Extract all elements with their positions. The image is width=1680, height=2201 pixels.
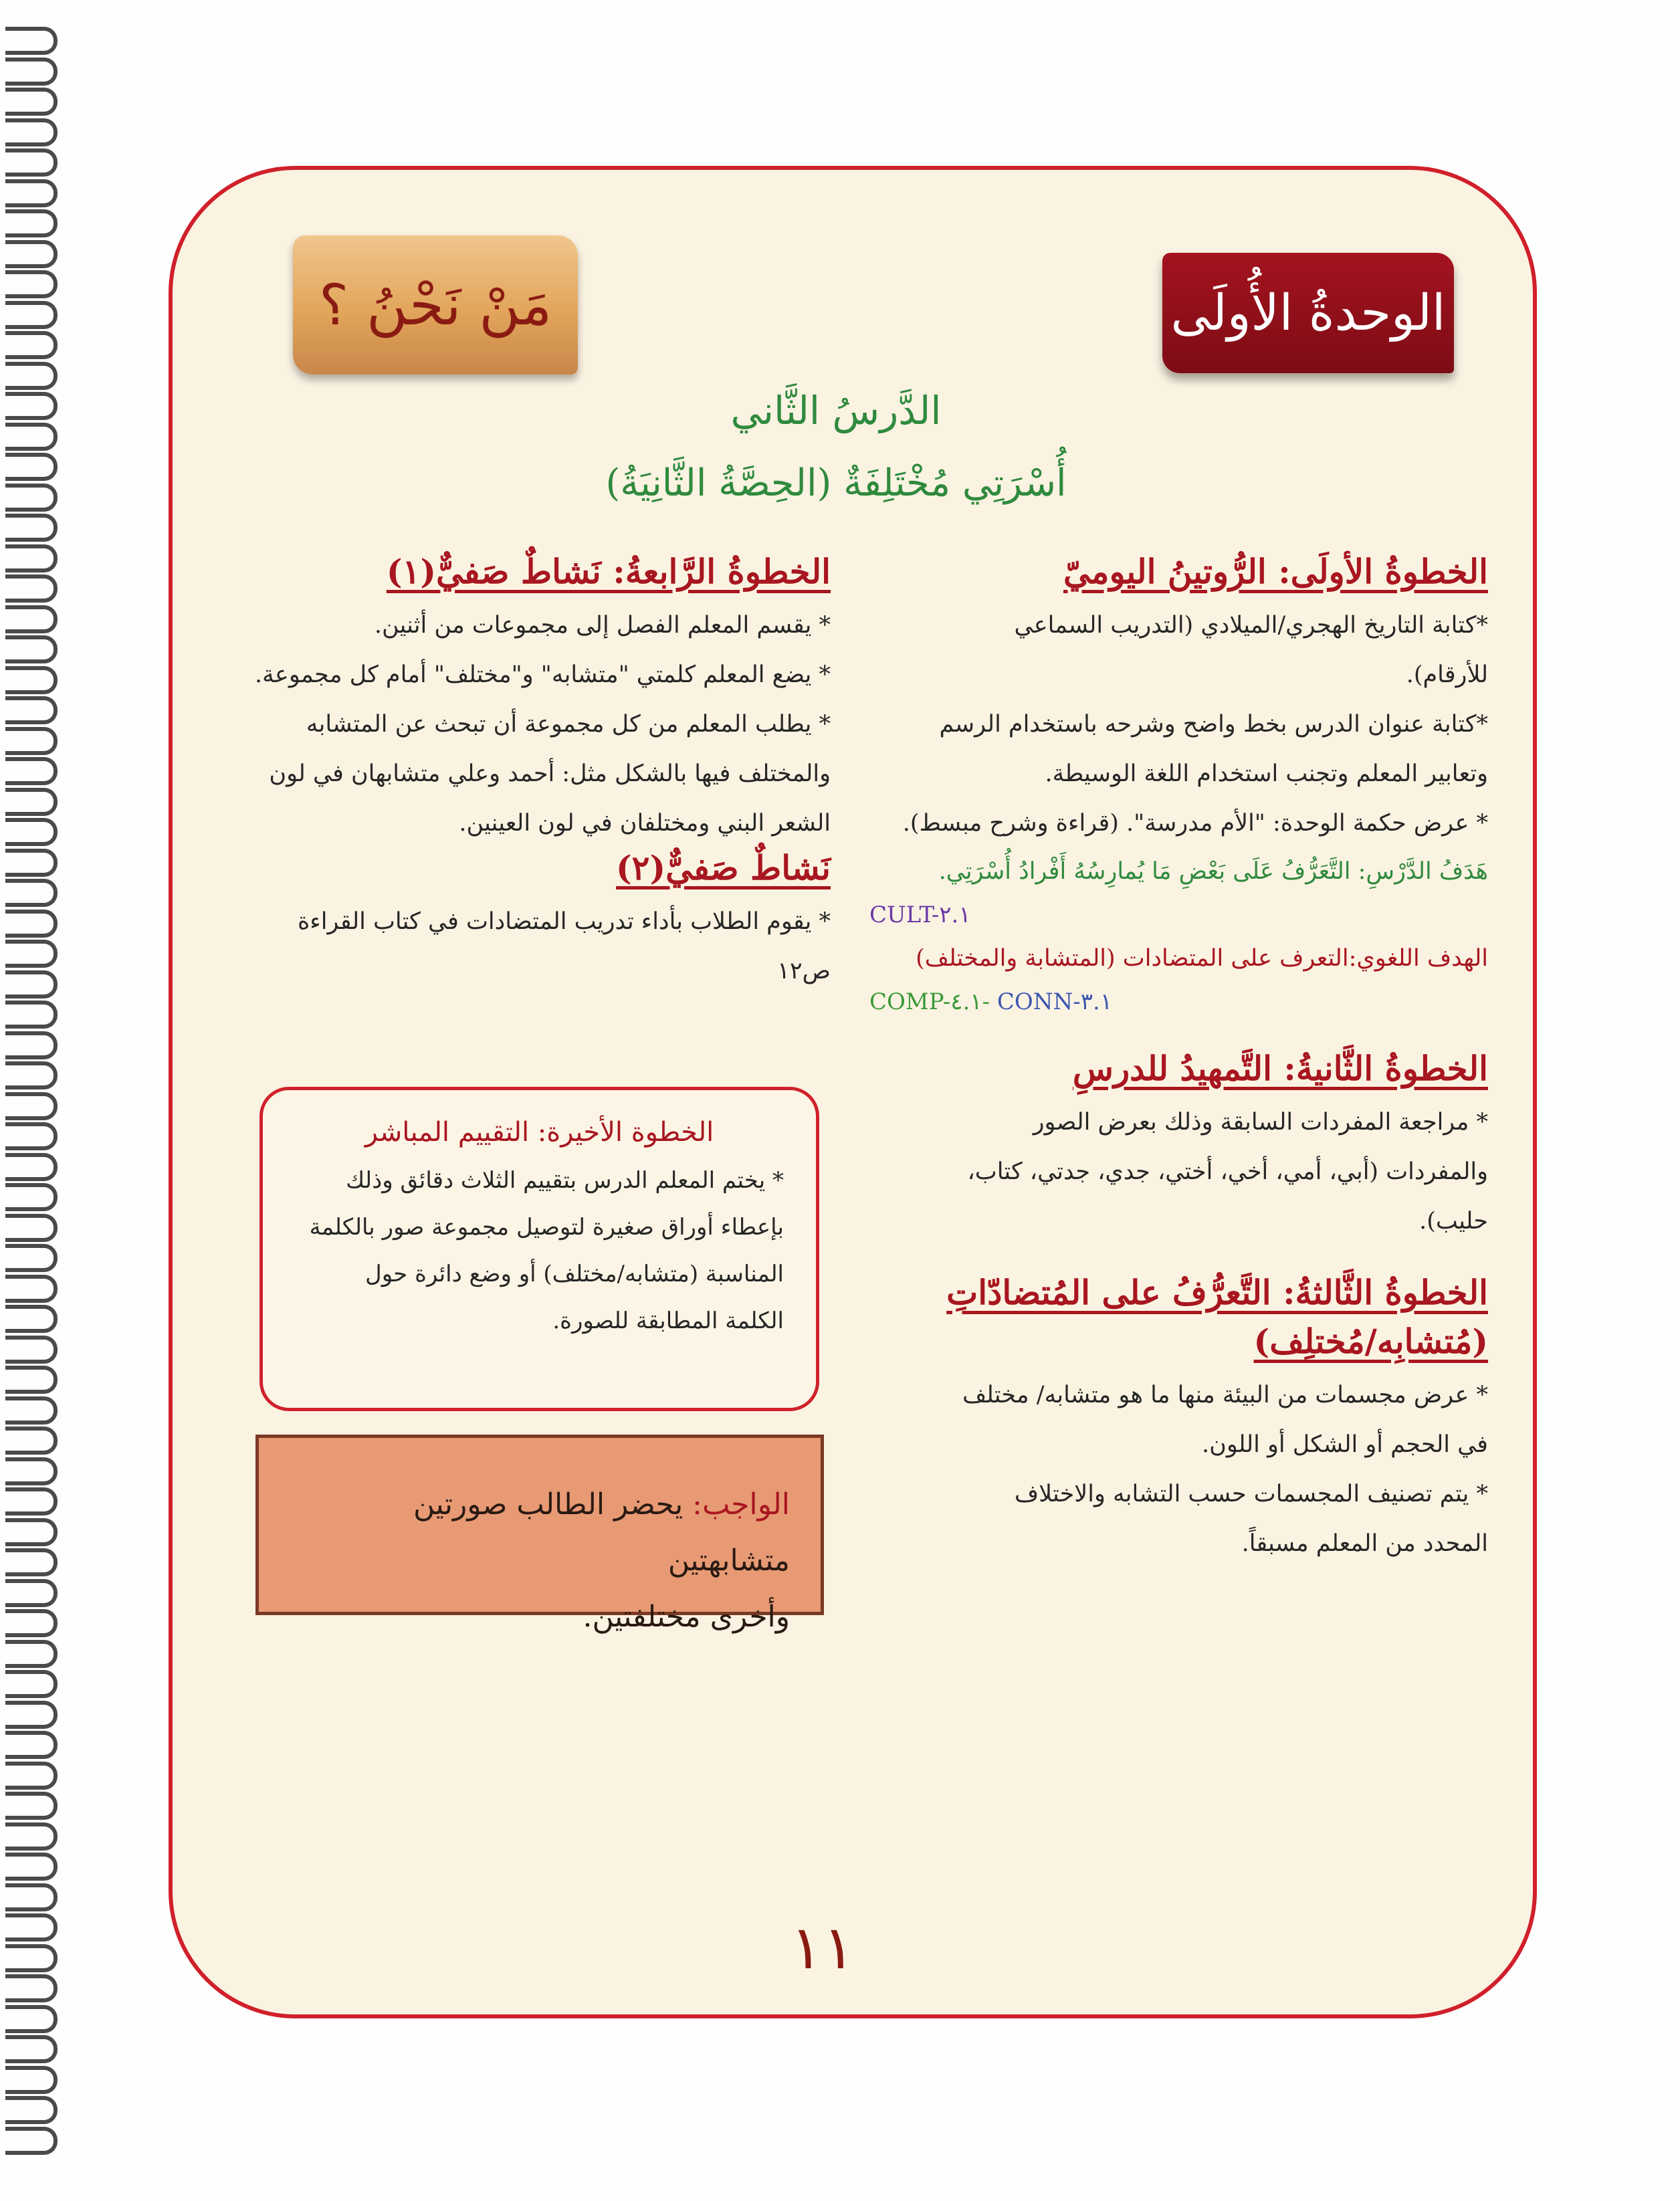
spiral-coil — [5, 727, 58, 755]
topic-banner-text: مَنْ نَحْنُ ؟ — [318, 272, 552, 338]
spiral-coil — [5, 2005, 58, 2033]
spiral-coil — [5, 757, 58, 785]
language-goal-codes — [869, 982, 1488, 1022]
spiral-coil — [5, 88, 58, 116]
spiral-coil — [5, 1183, 58, 1211]
spiral-coil — [5, 484, 58, 512]
unit-banner-text: الوحدةُ الأُولَى — [1170, 284, 1446, 342]
spiral-coil — [5, 1031, 58, 1059]
spiral-coil — [5, 605, 58, 633]
spiral-coil — [5, 849, 58, 877]
spiral-coil — [5, 1396, 58, 1425]
language-goal-text: الهدف اللغوي:التعرف على المتضادات (المتشابة والمختلف) — [916, 945, 1488, 972]
homework-text-2: وأخرى مختلفتين. — [583, 1600, 790, 1634]
spiral-coil — [5, 1944, 58, 1972]
spiral-coil — [5, 635, 58, 663]
step4-line: * يطلب المعلم من كل مجموعة أن تبحث عن المتشابه — [306, 711, 831, 738]
spiral-coil — [5, 1670, 58, 1698]
spiral-coil — [5, 2035, 58, 2063]
spiral-coil — [5, 1336, 58, 1364]
step3-line: * عرض مجسمات من البيئة منها ما هو متشابه/ مختلف — [962, 1382, 1488, 1408]
step2-line: * مراجعة المفردات السابقة وذلك بعرض الصور — [1033, 1109, 1488, 1136]
step4-line: * يضع المعلم كلمتي "متشابه" و"مختلف" أمام كل مجموعة. — [255, 661, 831, 688]
unit-banner — [1162, 253, 1454, 373]
activity2-heading: نَشاطٌ صَفيٌّ(٢) — [615, 848, 831, 887]
spiral-coil — [5, 118, 58, 146]
spiral-coil — [5, 1883, 58, 1911]
step3-heading: الخطوةُ الثَّالثةُ: التَّعرُّفُ على المُتضادّاتِ — [946, 1273, 1488, 1312]
spiral-coil — [5, 940, 58, 968]
final-assessment-line: الكلمة المطابقة للصورة. — [552, 1307, 784, 1334]
homework-label: الواجب: — [692, 1487, 790, 1522]
spiral-coil — [5, 1305, 58, 1333]
spiral-coil — [5, 574, 58, 603]
language-goal — [869, 935, 1488, 982]
spiral-coil — [5, 1762, 58, 1790]
lesson-goal-code: CULT-٢.١ — [869, 902, 971, 928]
spiral-coil — [5, 514, 58, 542]
spiral-coil — [5, 1427, 58, 1455]
spiral-coil — [5, 1974, 58, 2002]
spiral-coil — [5, 818, 58, 846]
final-assessment-line: * يختم المعلم الدرس بتقييم الثلاث دقائق وذلك — [346, 1167, 784, 1194]
language-goal-code-a: COMP-٤.١- — [869, 988, 990, 1015]
spiral-coil — [5, 910, 58, 938]
spiral-coil — [5, 970, 58, 999]
spiral-coil — [5, 1609, 58, 1637]
spiral-coil — [5, 2066, 58, 2094]
spiral-coil — [5, 270, 58, 298]
spiral-coil — [5, 2127, 58, 2155]
spiral-coil — [5, 58, 58, 86]
step3-subheading: (مُتشابِه/مُختلِف) — [1253, 1322, 1488, 1361]
homework-text-1: يحضر الطالب صورتين متشابهتين — [413, 1487, 790, 1578]
spiral-coil — [5, 1214, 58, 1242]
spiral-coil — [5, 362, 58, 390]
step4-line: * يقسم المعلم الفصل إلى مجموعات من أثنين. — [374, 612, 831, 639]
spiral-coil — [5, 148, 58, 177]
spiral-coil — [5, 27, 58, 55]
step3-line: في الحجم أو الشكل أو اللون. — [1202, 1431, 1488, 1458]
spiral-coil — [5, 1853, 58, 1881]
spiral-coil — [5, 179, 58, 207]
spiral-coil — [5, 1457, 58, 1485]
step1-line: *كتابة التاريخ الهجري/الميلادي (التدريب السماعي — [1014, 612, 1488, 639]
left-column — [229, 552, 831, 996]
spiral-coil — [5, 1061, 58, 1089]
step1-line: للأرقام). — [1406, 661, 1488, 688]
spiral-coil — [5, 696, 58, 724]
activity2-line: ص١٢ — [777, 958, 831, 984]
spiral-binding — [0, 27, 64, 2167]
language-goal-code-b: CONN-٣.١ — [996, 988, 1113, 1015]
activity2-line: * يقوم الطلاب بأداء تدريب المتضادات في كتاب القراءة — [297, 908, 831, 935]
spiral-coil — [5, 788, 58, 816]
step1-heading: الخطوةُ الأولَى: الرُّوتينُ اليوميّ — [1063, 552, 1488, 591]
spiral-coil — [5, 331, 58, 359]
step4-line: والمختلف فيها بالشكل مثل: أحمد وعلي متشابهان في لون — [269, 760, 831, 787]
step2-heading: الخطوةُ الثَّانيةُ: التَّمهيدُ للدرسِ — [1072, 1049, 1488, 1088]
final-assessment-line: بإعطاء أوراق صغيرة لتوصيل مجموعة صور بالكلمة — [309, 1214, 784, 1241]
spiral-coil — [5, 1822, 58, 1851]
spiral-coil — [5, 1122, 58, 1150]
spiral-coil — [5, 1092, 58, 1120]
step1-line: * عرض حكمة الوحدة: "الأم مدرسة". (قراءة وشرح مبسط). — [902, 810, 1488, 837]
spiral-coil — [5, 1366, 58, 1394]
final-assessment-box — [259, 1087, 819, 1411]
step3-line: * يتم تصنيف المجسمات حسب التشابه والاختلاف — [1014, 1481, 1488, 1507]
spiral-coil — [5, 1548, 58, 1576]
topic-banner — [293, 235, 578, 375]
final-assessment-line: المناسبة (متشابه/مختلف) أو وضع دائرة حول — [365, 1261, 784, 1287]
spiral-coil — [5, 1244, 58, 1272]
step4-line: الشعر البني ومختلفان في لون العينين. — [459, 810, 831, 837]
spiral-coil — [5, 209, 58, 237]
spiral-coil — [5, 1701, 58, 1729]
lesson-subtitle: أُسْرَتِي مُخْتَلِفَةٌ (الحِصَّةُ الثَّانِيَةُ) — [605, 461, 1067, 505]
homework-box — [255, 1435, 824, 1634]
spiral-coil — [5, 1731, 58, 1759]
step4-heading: الخطوةُ الرَّابعةُ: نَشاطٌ صَفيٌّ(١) — [386, 552, 831, 591]
spiral-coil — [5, 1792, 58, 1820]
spiral-coil — [5, 1518, 58, 1546]
spiral-coil — [5, 1487, 58, 1515]
step3-line: المحدد من المعلم مسبقاً. — [1241, 1530, 1488, 1557]
homework-line-1 — [290, 1477, 790, 1589]
final-assessment-title: الخطوة الأخيرة: التقييم المباشر — [364, 1117, 714, 1148]
page-number: ١١ — [790, 1913, 855, 1983]
step2-line: والمفردات (أبي، أمي، أخي، أختي، جدي، جدتي، كتاب، — [967, 1158, 1488, 1185]
spiral-coil — [5, 240, 58, 268]
spiral-coil — [5, 1640, 58, 1668]
right-column — [869, 552, 1488, 1568]
spiral-coil — [5, 1275, 58, 1303]
lesson-title: الدَّرسُ الثَّاني — [730, 388, 942, 433]
spiral-coil — [5, 1001, 58, 1029]
step1-line: وتعابير المعلم وتجنب استخدام اللغة الوسيطة. — [1045, 760, 1488, 787]
spiral-coil — [5, 301, 58, 329]
spiral-coil — [5, 453, 58, 481]
spiral-coil — [5, 879, 58, 907]
step1-line: *كتابة عنوان الدرس بخط واضح وشرحه باستخدام الرسم — [939, 711, 1488, 738]
spiral-coil — [5, 1913, 58, 1942]
spiral-coil — [5, 1153, 58, 1181]
lesson-goal: هَدَفُ الدَّرْسِ: التَّعَرُّفُ عَلَى بَعْضِ مَا يُمارِسُهُ أَفْرادُ أُسْرَتِي. — [938, 858, 1488, 885]
spiral-coil — [5, 392, 58, 420]
spiral-coil — [5, 1579, 58, 1607]
spiral-coil — [5, 666, 58, 694]
spiral-coil — [5, 544, 58, 572]
spiral-coil — [5, 2096, 58, 2124]
step2-line: حليب). — [1419, 1208, 1488, 1235]
spiral-coil — [5, 423, 58, 451]
